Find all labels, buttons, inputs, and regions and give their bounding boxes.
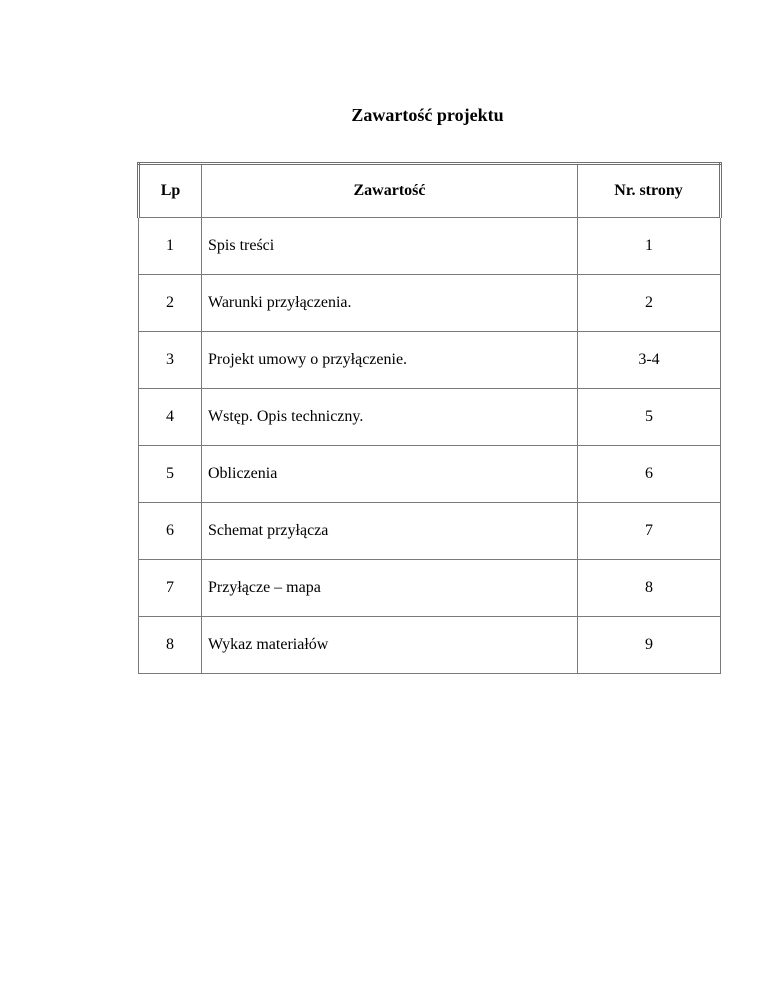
row-content: Obliczenia: [202, 446, 578, 503]
row-number: 1: [139, 218, 202, 275]
table-row: [139, 275, 721, 332]
contents-table: [137, 162, 722, 674]
row-number: 2: [139, 275, 202, 332]
table-row: [139, 446, 721, 503]
row-number: 7: [139, 560, 202, 617]
table-row: [139, 560, 721, 617]
row-page-number: 7: [578, 503, 721, 560]
row-page-number: 9: [578, 617, 721, 674]
header-lp: Lp: [139, 164, 202, 218]
row-content: Warunki przyłączenia.: [202, 275, 578, 332]
table-row: [139, 218, 721, 275]
row-content: Projekt umowy o przyłączenie.: [202, 332, 578, 389]
table-row: [139, 332, 721, 389]
table-body: [139, 218, 721, 674]
row-content: Przyłącze – mapa: [202, 560, 578, 617]
table-row: [139, 503, 721, 560]
row-number: 4: [139, 389, 202, 446]
header-row: [139, 164, 721, 218]
row-page-number: 6: [578, 446, 721, 503]
row-page-number: 3-4: [578, 332, 721, 389]
row-page-number: 1: [578, 218, 721, 275]
header-page-number: Nr. strony: [578, 164, 721, 218]
row-page-number: 5: [578, 389, 721, 446]
row-content: Schemat przyłącza: [202, 503, 578, 560]
page-title: Zawartość projektu: [351, 105, 504, 125]
row-content: Wykaz materiałów: [202, 617, 578, 674]
row-page-number: 8: [578, 560, 721, 617]
row-number: 5: [139, 446, 202, 503]
row-number: 3: [139, 332, 202, 389]
row-number: 8: [139, 617, 202, 674]
table-header: [139, 164, 721, 218]
row-content: Wstęp. Opis techniczny.: [202, 389, 578, 446]
row-number: 6: [139, 503, 202, 560]
header-content: Zawartość: [202, 164, 578, 218]
row-content: Spis treści: [202, 218, 578, 275]
table-row: [139, 389, 721, 446]
row-page-number: 2: [578, 275, 721, 332]
table-row: [139, 617, 721, 674]
